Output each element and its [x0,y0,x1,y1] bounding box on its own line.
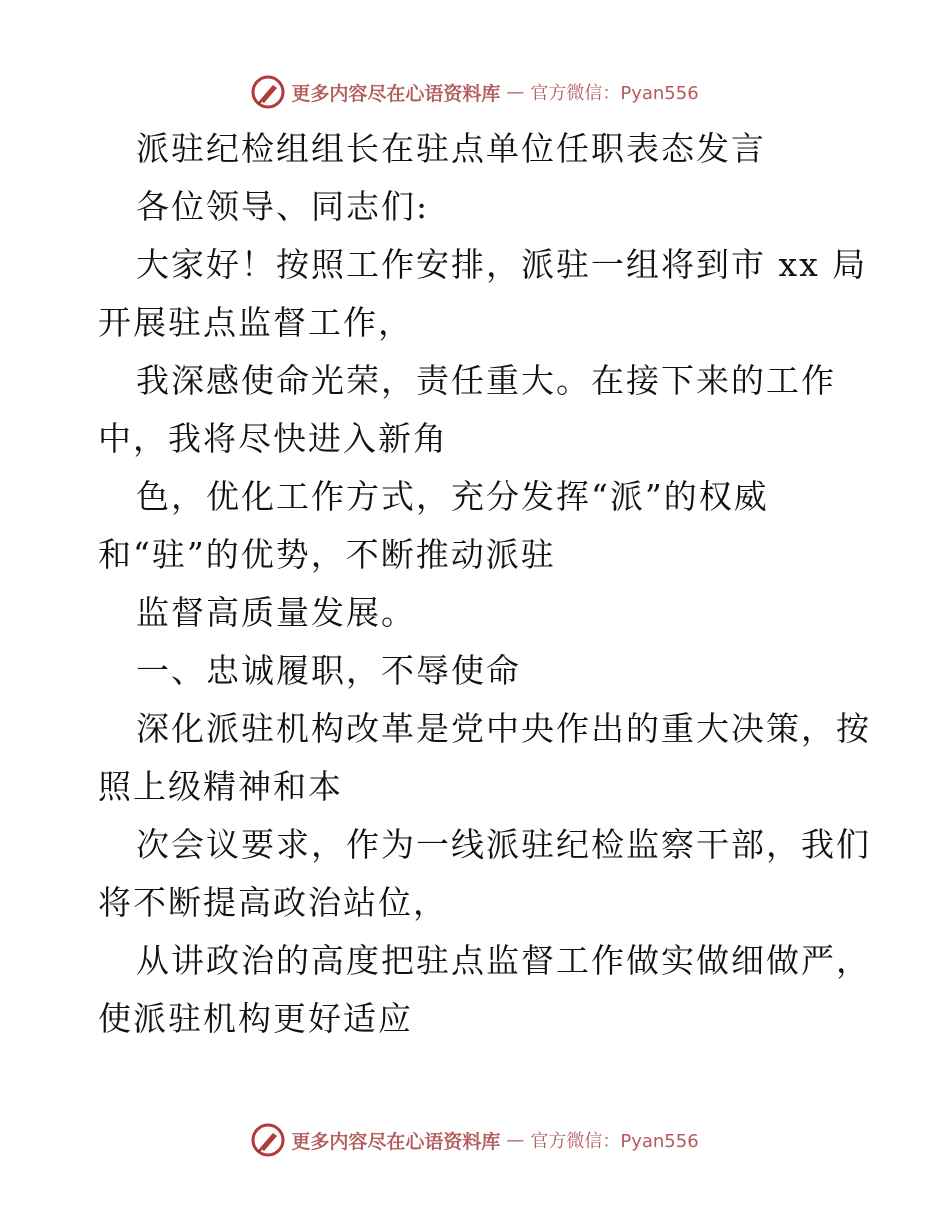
header-wechat-text: 官方微信：Pyan556 [530,83,699,104]
paragraph-line: 和“驻”的优势，不断推动派驻 [98,535,556,574]
section-heading: 一、忠诚履职，不辱使命 [136,651,521,690]
paragraph-line: 色，优化工作方式，充分发挥“派”的权威 [136,477,769,516]
document-body [98,120,871,1048]
paragraph-line: 将不断提高政治站位， [98,883,448,922]
paragraph-line: 开展驻点监督工作， [98,303,413,342]
pen-logo-icon [251,1123,285,1157]
paragraph-line: 照上级精神和本 [98,767,343,806]
paragraph-line: 监督高质量发展。 [136,593,416,632]
salutation: 各位领导、同志们: [136,187,430,226]
footer-banner [0,1120,950,1160]
paragraph-line: 中，我将尽快进入新角 [98,419,448,458]
pen-logo-icon [251,75,285,109]
paragraph-line: 大家好！按照工作安排，派驻一组将到市 xx 局 [136,245,868,284]
paragraph-line: 从讲政治的高度把驻点监督工作做实做细做严， [136,941,871,980]
paragraph-line: 深化派驻机构改革是党中央作出的重大决策，按 [136,709,871,748]
header-banner-separator: — [506,81,525,103]
document-title: 派驻纪检组组长在驻点单位任职表态发言 [136,129,766,168]
paragraph-line: 使派驻机构更好适应 [98,999,413,1038]
header-banner [0,72,950,112]
paragraph-line: 次会议要求，作为一线派驻纪检监察干部，我们 [136,825,871,864]
footer-wechat-text: 官方微信：Pyan556 [530,1131,699,1152]
footer-banner-separator: — [506,1129,525,1151]
paragraph-line: 我深感使命光荣，责任重大。在接下来的工作 [136,361,836,400]
footer-banner-text: 更多内容尽在心语资料库 [291,1130,501,1153]
header-banner-text: 更多内容尽在心语资料库 [291,82,501,105]
